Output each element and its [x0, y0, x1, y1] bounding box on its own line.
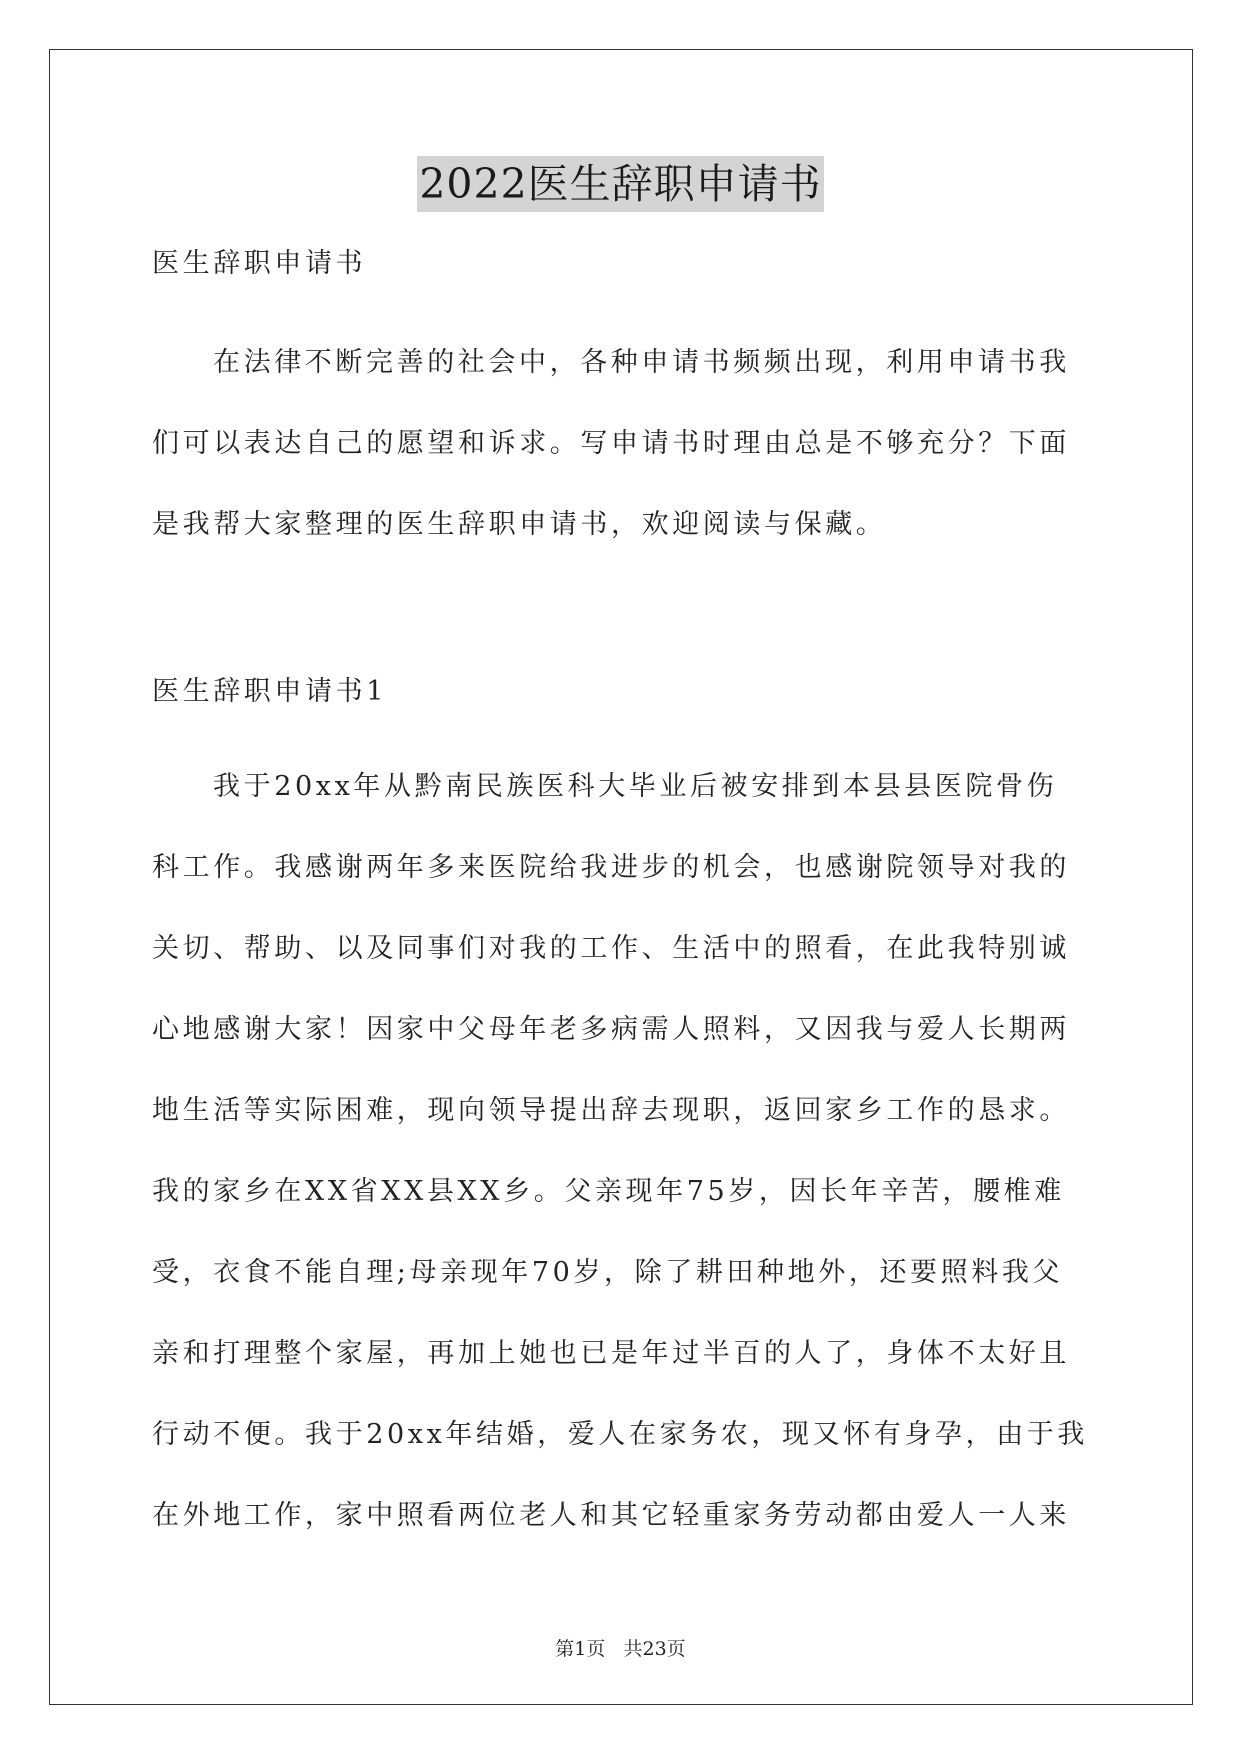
paragraph-line: 科工作。我感谢两年多来医院给我进步的机会，也感谢院领导对我的 [152, 852, 1070, 883]
paragraph-line: 在法律不断完善的社会中，各种申请书频频出现，利用申请书我 [213, 347, 1070, 378]
section-heading-intro [152, 244, 1092, 284]
paragraph-line: 们可以表达自己的愿望和诉求。写申请书时理由总是不够充分？下面 [152, 428, 1070, 459]
section-heading: 医生辞职申请书 [152, 248, 367, 279]
letter-1-paragraph [152, 746, 1092, 1556]
paragraph-line: 我于20xx年从黔南民族医科大毕业后被安排到本县县医院骨伤 [213, 771, 1058, 802]
section-heading-letter-1 [152, 672, 1092, 712]
paragraph-line: 亲和打理整个家屋，再加上她也已是年过半百的人了，身体不太好且 [152, 1338, 1070, 1369]
paragraph-line: 在外地工作，家中照看两位老人和其它轻重家务劳动都由爱人一人来 [152, 1500, 1070, 1531]
intro-paragraph [152, 322, 1092, 565]
paragraph-line: 是我帮大家整理的医生辞职申请书，欢迎阅读与保藏。 [152, 509, 887, 540]
paragraph-line: 行动不便。我于20xx年结婚，爱人在家务农，现又怀有身孕，由于我 [152, 1419, 1089, 1450]
paragraph-line: 地生活等实际困难，现向领导提出辞去现职，返回家乡工作的恳求。 [152, 1095, 1070, 1126]
paragraph-line: 心地感谢大家！因家中父母年老多病需人照料，又因我与爱人长期两 [152, 1014, 1070, 1045]
paragraph-line: 关切、帮助、以及同事们对我的工作、生活中的照看，在此我特别诚 [152, 933, 1070, 964]
section-heading: 医生辞职申请书1 [152, 676, 387, 707]
title-container [0, 156, 1241, 212]
paragraph-line: 受，衣食不能自理;母亲现年70岁，除了耕田种地外，还要照料我父 [152, 1257, 1064, 1288]
paragraph-line: 我的家乡在XX省XX县XX乡。父亲现年75岁，因长年辛苦，腰椎难 [152, 1176, 1065, 1207]
document-title: 2022医生辞职申请书 [417, 156, 823, 212]
page-number-footer: 第1页 共23页 [555, 1638, 686, 1660]
